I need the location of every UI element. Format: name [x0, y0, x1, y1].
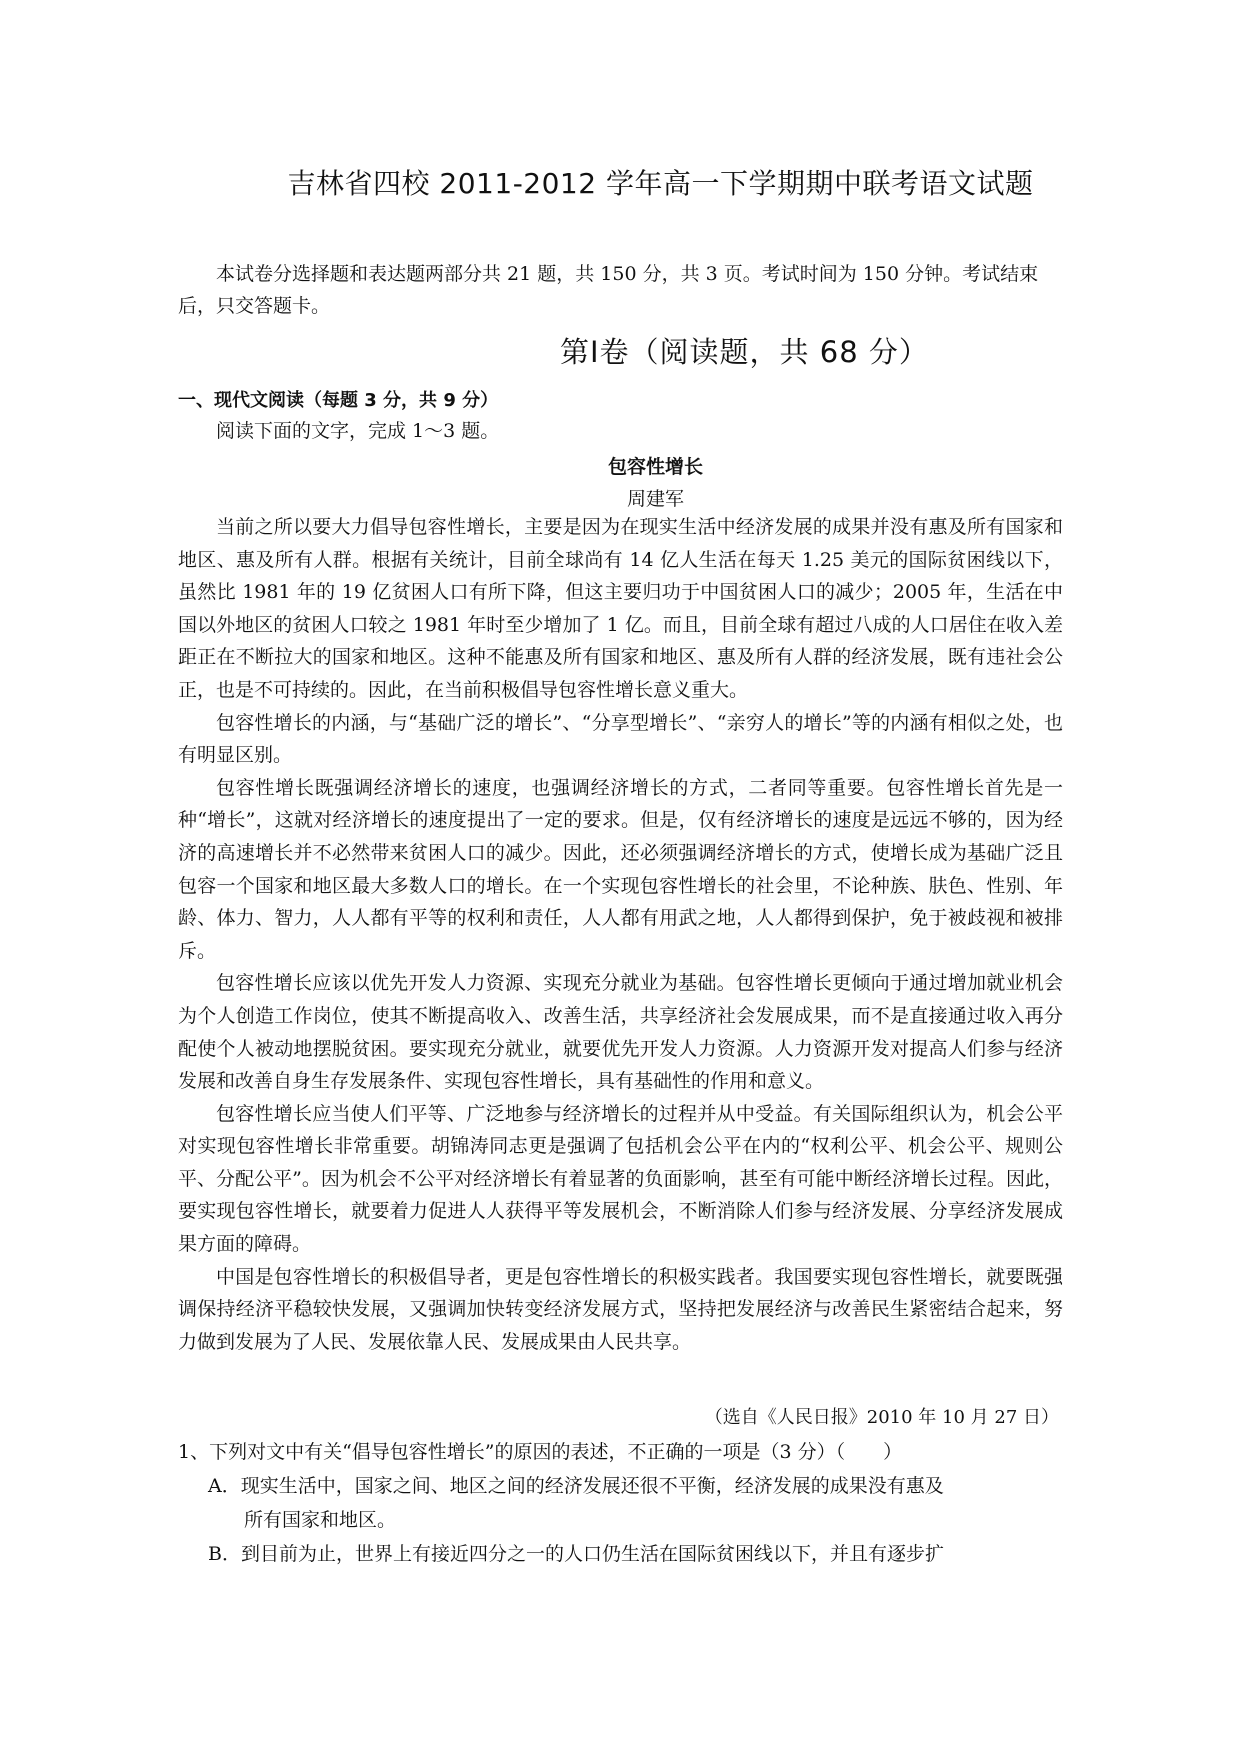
- exam-title: 吉林省四校 2011-2012 学年高一下学期期中联考语文试题: [287, 167, 1034, 200]
- option-a-continuation: 所有国家和地区。: [244, 1509, 397, 1531]
- option-a: [178, 1469, 1063, 1537]
- article-author: 周建军: [626, 488, 684, 510]
- article-source: （选自《人民日报》2010 年 10 月 27 日）: [704, 1407, 1059, 1428]
- question-1: [178, 1435, 1063, 1571]
- option-b-text: 到目前为止，世界上有接近四分之一的人口仍生活在国际贫困线以下，并且有逐步扩: [240, 1543, 944, 1565]
- part-heading: 第Ⅰ卷（阅读题，共 68 分）: [560, 335, 929, 369]
- article-paragraph: 包容性增长应该以优先开发人力资源、实现充分就业为基础。包容性增长更倾向于通过增加就业机会为个人创造工作岗位，使其不断提高收入、改善生活，共享经济社会发展成果，而不是直接通过收入再分配使个人被动地摆脱贫困。要实现充分就业，就要优先开发人力资源。人力资源开发对提高人们参与经济发展和改善自身生存发展条件、实现包容性增长，具有基础性的作用和意义。: [178, 972, 1063, 1093]
- option-b: [178, 1537, 1063, 1571]
- article-body: [178, 511, 1063, 1358]
- article-paragraph: 包容性增长既强调经济增长的速度，也强调经济增长的方式，二者同等重要。包容性增长首先是一种“增长”，这就对经济增长的速度提出了一定的要求。但是，仅有经济增长的速度是远远不够的，因为经济的高速增长并不必然带来贫困人口的减少。因此，还必须强调经济增长的方式，使增长成为基础广泛且包容一个国家和地区最大多数人口的增长。在一个实现包容性增长的社会里，不论种族、肤色、性别、年龄、体力、智力，人人都有平等的权利和责任，人人都有用武之地，人人都得到保护，免于被歧视和被排斥。: [178, 776, 1063, 962]
- article-paragraph: 包容性增长应当使人们平等、广泛地参与经济增长的过程并从中受益。有关国际组织认为，机会公平对实现包容性增长非常重要。胡锦涛同志更是强调了包括机会公平在内的“权利公平、机会公平、规则公平、分配公平”。因为机会不公平对经济增长有着显著的负面影响，甚至有可能中断经济增长过程。因此，要实现包容性增长，就要着力促进人人获得平等发展机会，不断消除人们参与经济发展、分享经济发展成果方面的障碍。: [178, 1102, 1063, 1256]
- article-paragraph: 当前之所以要大力倡导包容性增长，主要是因为在现实生活中经济发展的成果并没有惠及所有国家和地区、惠及所有人群。根据有关统计，目前全球尚有 14 亿人生活在每天 1.25 美元的国际贫困线以下，虽然比 1981 年的 19 亿贫困人口有所下降，但这主要归功于中国贫困人口的减少；2005 年，生活在中国以外地区的贫困人口较之 1981 年时至少增加了 1 亿。而且，目前全球有超过八成的人口居住在收入差距正在不断拉大的国家和地区。这种不能惠及所有国家和地区、惠及所有人群的经济发展，既有违社会公正，也是不可持续的。因此，在当前积极倡导包容性增长意义重大。: [178, 516, 1063, 701]
- article-title: 包容性增长: [607, 456, 703, 478]
- option-a-label: A．: [208, 1475, 241, 1497]
- reading-instruction: 阅读下面的文字，完成 1～3 题。: [216, 420, 500, 442]
- option-a-text: 现实生活中，国家之间、地区之间的经济发展还很不平衡，经济发展的成果没有惠及: [240, 1475, 944, 1497]
- option-b-label: B．: [208, 1543, 241, 1565]
- article-paragraph: 包容性增长的内涵，与“基础广泛的增长”、“分享型增长”、“亲穷人的增长”等的内涵有相似之处，也有明显区别。: [178, 711, 1063, 767]
- section-heading: 一、现代文阅读（每题 3 分，共 9 分）: [178, 390, 499, 411]
- article-paragraph: 中国是包容性增长的积极倡导者，更是包容性增长的积极实践者。我国要实现包容性增长，就要既强调保持经济平稳较快发展，又强调加快转变经济发展方式，坚持把发展经济与改善民生紧密结合起来，努力做到发展为了人民、发展依靠人民、发展成果由人民共享。: [178, 1265, 1063, 1353]
- question-stem: 1、下列对文中有关“倡导包容性增长”的原因的表述，不正确的一项是（3 分）（ ）: [178, 1441, 903, 1463]
- exam-intro: 本试卷分选择题和表达题两部分共 21 题，共 150 分，共 3 页。考试时间为 150 分钟。考试结束后，只交答题卡。: [178, 263, 1039, 317]
